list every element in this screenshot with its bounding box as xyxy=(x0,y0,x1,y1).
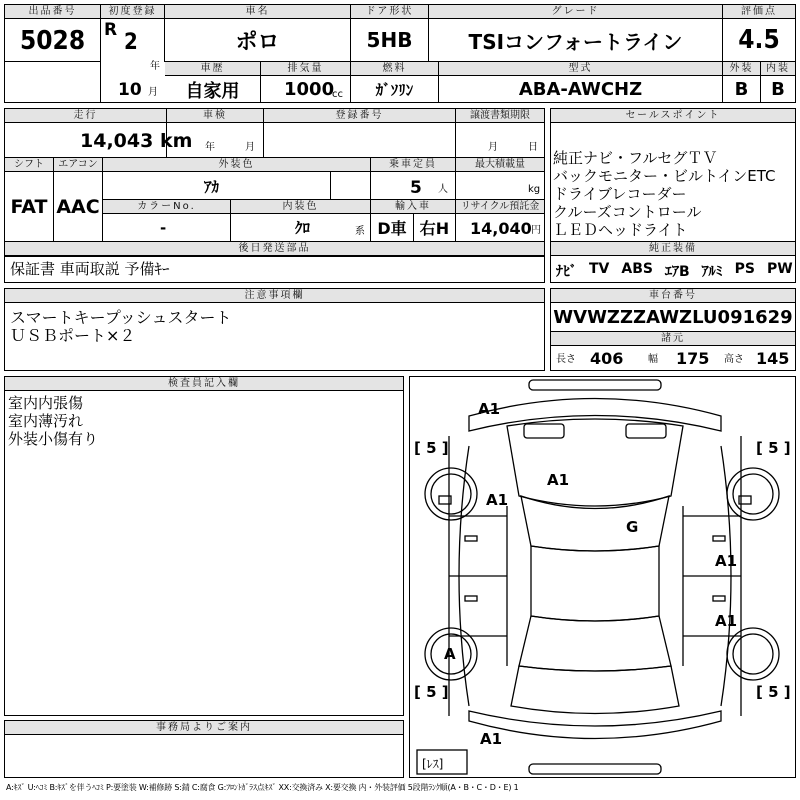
damage-mark: A1 xyxy=(715,612,738,630)
wheel-rear-right xyxy=(727,628,779,680)
inspection-label: 車検 xyxy=(167,109,263,123)
option-item: ｱﾙﾐ xyxy=(701,264,723,280)
width-label: 幅 xyxy=(648,354,658,365)
sales-points-list xyxy=(553,149,776,239)
dims-label: 諸元 xyxy=(551,332,795,346)
int-color-suffix: 系 xyxy=(355,226,365,237)
notes-list xyxy=(10,309,231,345)
color-value: ｱｶ xyxy=(204,178,220,196)
windshield-outline xyxy=(521,496,669,551)
fuel-label: 燃料 xyxy=(351,62,438,76)
regno-label: 登録番号 xyxy=(264,109,455,123)
sales-points-label: セールスポイント xyxy=(551,109,795,123)
history-label: 車歴 xyxy=(165,62,260,76)
reg-month: 10 xyxy=(118,80,142,100)
rear-bumper-outline xyxy=(529,764,661,774)
tire-grade-rear-left: [ 5 ] xyxy=(414,683,449,701)
fuel-value: ｶﾞｿﾘﾝ xyxy=(375,81,414,99)
ac-value: AAC xyxy=(56,195,100,218)
vin-label: 車台番号 xyxy=(551,289,795,303)
color-no-label: カラーNo. xyxy=(103,200,230,214)
length-value: 406 xyxy=(590,349,624,368)
option-item: PS xyxy=(734,261,755,277)
history-value: 自家用 xyxy=(185,80,240,102)
door-handle xyxy=(713,536,725,541)
option-item: PW xyxy=(767,261,793,277)
wheel-rear-right-inner xyxy=(733,634,773,674)
lot-label: 出品番号 xyxy=(5,5,100,19)
height-value: 145 xyxy=(756,349,790,368)
recycle-unit: 円 xyxy=(531,225,541,236)
exterior-label: 外装 xyxy=(723,62,760,76)
hood-outline xyxy=(507,419,683,506)
mileage-label: 走行 xyxy=(5,109,166,123)
option-item: ﾅﾋﾞ xyxy=(556,264,577,280)
door-label: ドア形状 xyxy=(351,5,428,19)
door-handle xyxy=(465,596,477,601)
int-color-label: 内装色 xyxy=(231,200,370,214)
car-diagram-svg xyxy=(409,376,796,778)
era-mark: R xyxy=(104,20,118,40)
later-value: 保証書 車両取説 予備ｷｰ xyxy=(10,260,170,278)
legend: A:ｷｽﾞ U:ﾍｺﾐ B:ｷｽﾞを伴うﾍｺﾐ P:要塗装 W:補修跡 S:錆 C:腐食 G:ﾌﾛﾝﾄｶﾞﾗｽ点ｷｽﾞ XX:交換済み X:要交換 内・外装評価 5段階ﾗﾝｸ順(A・B・C・D・E) 1 xyxy=(6,783,519,792)
option-item: TV xyxy=(589,261,610,277)
transfer-day-unit: 日 xyxy=(528,142,538,153)
options-label: 純正装備 xyxy=(551,242,795,256)
model-code: ABA-AWCHZ xyxy=(518,79,643,100)
insp-year-unit: 年 xyxy=(205,142,215,153)
damage-mark: A1 xyxy=(480,730,503,748)
inspector-label: 検査員記入欄 xyxy=(5,377,403,391)
displacement-value: 1000 xyxy=(284,79,335,100)
left-headlight xyxy=(524,424,564,438)
reg-year-unit: 年 xyxy=(150,61,160,72)
office-label: 事務局よりご案内 xyxy=(5,721,403,735)
transfer-month-unit: 月 xyxy=(488,142,498,153)
length-label: 長さ xyxy=(556,354,576,365)
door-handle xyxy=(465,536,477,541)
import-label: 輸入車 xyxy=(371,200,455,214)
wheel-front-right xyxy=(727,468,779,520)
inspector-item: 室内内張傷 xyxy=(8,394,84,412)
right-headlight xyxy=(626,424,666,438)
inspector-list xyxy=(8,394,98,448)
car-name-label: 車名 xyxy=(165,5,350,19)
damage-mark: A1 xyxy=(478,400,501,418)
shift-label: シフト xyxy=(5,158,53,172)
reg-label: 初度登録 xyxy=(101,5,164,19)
rear-bumper-curve xyxy=(469,711,721,739)
front-bumper-outline xyxy=(529,380,661,390)
vin-value: WVWZZZAWZLU091629 xyxy=(553,306,793,328)
inspector-item: 室内薄汚れ xyxy=(8,412,84,430)
recycle-label: リサイクル預託金 xyxy=(456,200,544,214)
tire-grade-front-left: [ 5 ] xyxy=(414,439,449,457)
spare-tire-label: [ﾚｽ] xyxy=(422,757,444,771)
options-list xyxy=(556,261,793,281)
transfer-label: 譲渡書類期限 xyxy=(456,109,544,123)
load-label: 最大積載量 xyxy=(456,158,544,172)
import-d: D車 xyxy=(377,219,407,238)
sales-point-item: クルーズコントロール xyxy=(553,203,702,221)
option-item: ｴｱB xyxy=(664,264,690,280)
shift-value: FAT xyxy=(10,195,48,218)
damage-mark: G xyxy=(626,518,639,536)
reg-month-unit: 月 xyxy=(148,87,158,98)
damage-mark: A1 xyxy=(486,491,509,509)
door-type: 5HB xyxy=(366,28,413,52)
damage-mark: A1 xyxy=(547,471,570,489)
overall-score: 4.5 xyxy=(738,25,780,55)
sales-point-item: ドライブレコーダー xyxy=(553,185,687,203)
door-handle xyxy=(713,596,725,601)
door-lines xyxy=(449,516,741,636)
reg-year: 2 xyxy=(124,30,138,55)
door-edge-lines xyxy=(507,506,683,666)
capacity-unit: 人 xyxy=(438,184,448,195)
tire-grade-rear-right: [ 5 ] xyxy=(756,683,791,701)
load-unit: kg xyxy=(528,184,541,195)
damage-mark: A1 xyxy=(715,552,738,570)
color-no-value: - xyxy=(160,219,167,237)
wheel-front-left-inner xyxy=(431,474,471,514)
later-label: 後日発送部品 xyxy=(5,242,544,256)
roof-outline xyxy=(531,546,659,621)
tire-grade-front-right: [ 5 ] xyxy=(756,439,791,457)
grade-value: TSIコンフォートライン xyxy=(468,29,683,54)
capacity-value: 5 xyxy=(410,178,422,198)
import-h: 右H xyxy=(419,219,450,238)
car-name: ポロ xyxy=(235,29,280,55)
mileage-value: 14,043 km xyxy=(80,130,193,152)
displacement-label: 排気量 xyxy=(261,62,350,76)
notes-label: 注意事項欄 xyxy=(5,289,544,303)
note-item: スマートキープッシュスタート xyxy=(10,308,232,327)
score-label: 評価点 xyxy=(723,5,795,19)
insp-month-unit: 月 xyxy=(245,142,255,153)
sales-point-item: 純正ナビ・フルセグＴＶ xyxy=(553,149,718,167)
color-label: 外装色 xyxy=(103,158,370,172)
recycle-value: 14,040 xyxy=(470,219,532,238)
width-value: 175 xyxy=(676,349,710,368)
int-color-value: ｸﾛ xyxy=(295,219,311,237)
rear-window-outline xyxy=(519,616,671,671)
interior-grade: B xyxy=(771,79,785,100)
sales-point-item: バックモニター・ビルトインETC xyxy=(553,167,776,185)
lot-number: 5028 xyxy=(20,26,86,56)
sales-point-item: ＬＥＤヘッドライト xyxy=(553,221,688,239)
option-item: ABS xyxy=(621,261,653,277)
damage-mark: A xyxy=(444,645,456,663)
capacity-label: 乗車定員 xyxy=(371,158,455,172)
ac-label: エアコン xyxy=(54,158,102,172)
note-item: ＵＳＢポート×２ xyxy=(10,326,136,345)
interior-label: 内装 xyxy=(761,62,795,76)
displacement-unit: cc xyxy=(332,89,343,100)
damage-diagram xyxy=(409,376,796,778)
inspector-item: 外装小傷有り xyxy=(8,430,99,448)
model-label: 型式 xyxy=(439,62,722,76)
tailgate-outline xyxy=(511,666,679,714)
grade-label: グレード xyxy=(429,5,722,19)
wheel-front-right-inner xyxy=(733,474,773,514)
exterior-grade: B xyxy=(734,79,749,100)
wheel-front-left xyxy=(425,468,477,520)
height-label: 高さ xyxy=(724,354,744,365)
